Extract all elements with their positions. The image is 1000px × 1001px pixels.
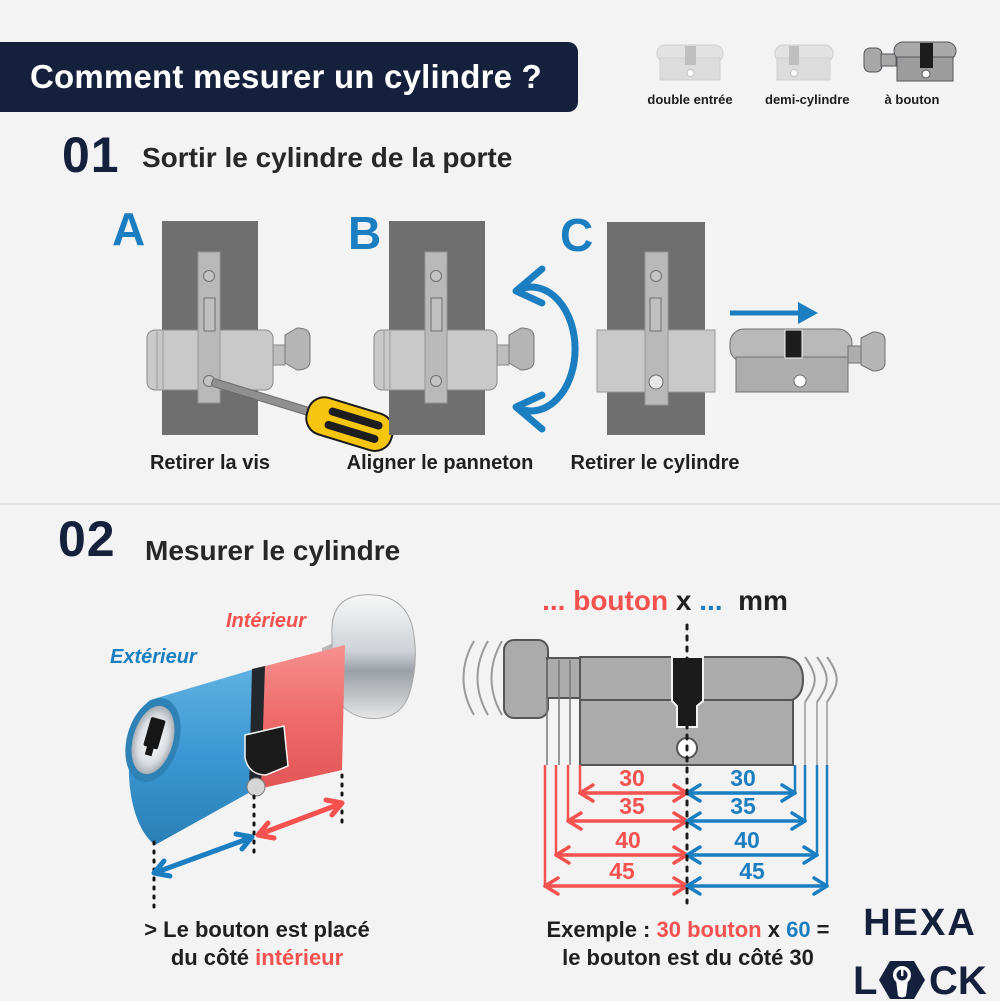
knob-side-note <box>107 916 407 972</box>
size-right-45: 45 <box>739 858 765 884</box>
section-2-number: 02 <box>58 511 116 567</box>
section-divider <box>0 503 1000 505</box>
colored-cylinder-illustration <box>60 590 470 915</box>
cylinder-in-door <box>374 328 534 390</box>
page-title: Comment mesurer un cylindre ? <box>30 58 542 95</box>
empty-screw-hole <box>649 375 663 389</box>
size-left-45: 45 <box>609 858 635 884</box>
caption-step-c: Retirer le cylindre <box>570 452 740 474</box>
lock-type-demi-cylindre <box>765 42 850 107</box>
example-note <box>538 916 838 972</box>
example-red: 30 bouton <box>656 917 762 942</box>
lock-type-label: double entrée <box>647 92 733 107</box>
logo-letter-l: L <box>853 959 878 1000</box>
section-1-number: 01 <box>62 127 120 183</box>
knob <box>861 332 885 371</box>
cylinder-in-door <box>147 328 310 390</box>
double-entry-cylinder-icon <box>654 42 726 84</box>
step-letter-b: B <box>348 207 382 259</box>
interior-label: Intérieur <box>226 610 307 632</box>
logo-hexagon-icon <box>879 961 925 999</box>
formula-dots: ... <box>699 585 723 616</box>
title-banner <box>0 42 578 112</box>
size-right-40: 40 <box>734 827 760 853</box>
lock-type-label: demi-cylindre <box>765 92 850 107</box>
knob <box>509 328 534 370</box>
latch-slot <box>650 298 661 331</box>
end-ghost-arcs <box>805 657 837 765</box>
size-left-30: 30 <box>619 765 645 791</box>
knob-ghost-arcs <box>464 641 503 715</box>
formula-unit: mm <box>738 585 788 616</box>
screw-hole <box>247 778 265 796</box>
cam <box>245 726 288 775</box>
measurement-diagram <box>440 615 860 905</box>
note-line2-prefix: du côté <box>170 945 256 971</box>
faceplate-screw-bottom <box>431 376 442 387</box>
lock-type-label: à bouton <box>884 92 940 107</box>
note-line1: > Le bouton est placé <box>144 917 370 942</box>
right-arrow-icon <box>730 302 818 324</box>
lock-type-a-bouton <box>862 38 962 107</box>
exterior-label: Extérieur <box>110 646 197 668</box>
logo-letters-ck: CK <box>929 959 987 1000</box>
example-line2: le bouton est du côté 30 <box>562 945 814 971</box>
section-2-title: Mesurer le cylindre <box>145 535 401 566</box>
note-line2-highlight: intérieur <box>255 945 344 971</box>
formula-x: x <box>675 585 692 616</box>
example-blue: 60 <box>786 917 811 942</box>
caption-step-b: Aligner le panneton <box>346 452 534 474</box>
interior-measure-arrow <box>258 800 342 838</box>
lock-type-double-entree <box>645 42 735 107</box>
logo-word-hexa: HEXA <box>863 902 977 944</box>
knob-cylinder-icon <box>862 38 962 84</box>
size-left-40: 40 <box>615 827 641 853</box>
step-letter-c: C <box>560 209 594 261</box>
faceplate-screw-top <box>204 271 215 282</box>
half-cylinder-icon <box>773 42 837 84</box>
hexa-lock-logo <box>845 895 995 1000</box>
size-left-35: 35 <box>619 793 645 819</box>
latch-slot <box>204 298 215 331</box>
step-letter-a: A <box>112 203 146 255</box>
faceplate-screw-top <box>651 271 662 282</box>
size-right-35: 35 <box>730 793 756 819</box>
latch-slot <box>431 298 442 331</box>
formula-bouton: ... bouton <box>542 585 669 616</box>
knob <box>285 328 310 370</box>
example-prefix: Exemple : <box>546 917 657 942</box>
example-mid: x <box>761 917 787 942</box>
knob-stem <box>547 658 580 698</box>
knob <box>504 640 548 718</box>
removed-cylinder <box>730 329 885 392</box>
caption-step-a: Retirer la vis <box>149 452 271 474</box>
exterior-measure-arrow <box>154 834 252 876</box>
figure-step-c <box>590 205 990 470</box>
size-right-30: 30 <box>730 765 756 791</box>
faceplate-screw-top <box>431 271 442 282</box>
example-suffix: = <box>810 917 830 942</box>
section-1-title: Sortir le cylindre de la porte <box>142 142 513 173</box>
formula-heading <box>500 585 830 617</box>
